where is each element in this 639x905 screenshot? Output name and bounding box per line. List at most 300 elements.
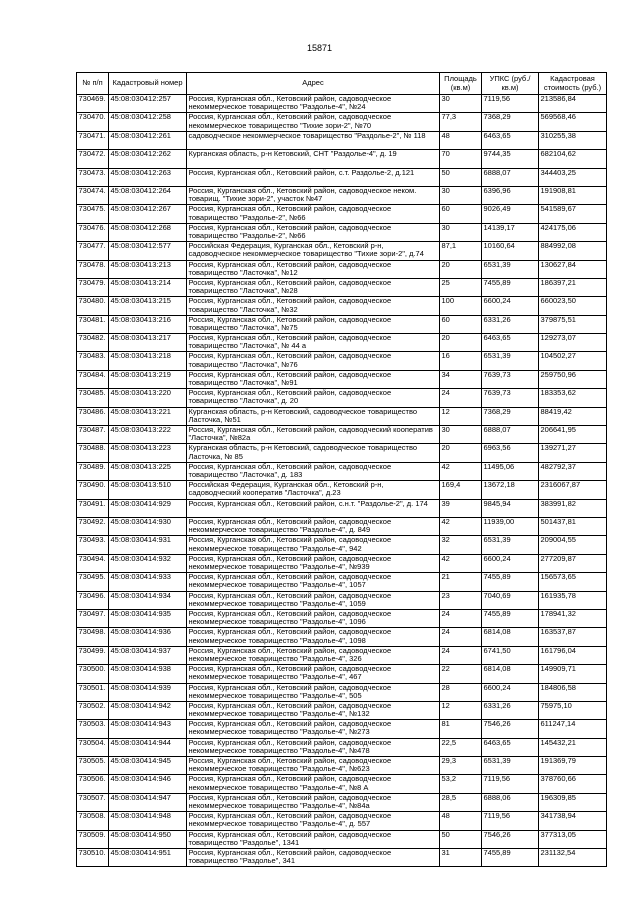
cell-cadastral-number: 45:08:030414:943	[109, 720, 187, 738]
table-row	[77, 683, 607, 701]
cell-address: Курганская область, р-н Кетовский, СНТ "Раздолье-4", д. 19	[187, 150, 440, 168]
cell-cadastral-cost: 611247,14	[539, 720, 607, 738]
cell-row-number: 730498.	[77, 628, 109, 646]
cell-cadastral-number: 45:08:030414:942	[109, 701, 187, 719]
cell-address: Россия, Курганская обл., Кетовский район, садоводческое некоммерческое товарищество "Раздолье-4", №939	[187, 554, 440, 572]
cell-area: 21	[440, 573, 482, 591]
cell-upks: 6531,39	[482, 757, 539, 775]
table-row	[77, 775, 607, 793]
cell-area: 30	[440, 95, 482, 113]
cell-address: Россия, Курганская обл., Кетовский район, садоводческое товарищество "Раздолье-2", №66	[187, 205, 440, 223]
table-row	[77, 242, 607, 260]
cell-area: 34	[440, 370, 482, 388]
cell-cadastral-number: 45:08:030412:261	[109, 131, 187, 149]
cell-address: Россия, Курганская обл., Кетовский район, садоводческое товарищество "Ласточка", д. 183	[187, 462, 440, 480]
cell-upks: 6463,65	[482, 738, 539, 756]
cell-cadastral-cost: 378760,66	[539, 775, 607, 793]
cell-address: Россия, Курганская обл., Кетовский район, садоводческое некоммерческое товарищество "Раздолье-4", №132	[187, 701, 440, 719]
cell-cadastral-cost: 482792,37	[539, 462, 607, 480]
cell-row-number: 730479.	[77, 278, 109, 296]
cadastral-value-table	[76, 72, 607, 867]
cell-address: Россия, Курганская обл., Кетовский район, с.н.т. "Раздолье-2", д. 174	[187, 499, 440, 517]
cell-upks: 7639,73	[482, 389, 539, 407]
table-row	[77, 168, 607, 186]
cell-area: 30	[440, 426, 482, 444]
cell-cadastral-cost: 75975,10	[539, 701, 607, 719]
cell-address: Россия, Курганская обл., Кетовский район, садоводческое некоммерческое товарищество "Раздолье-4", №623	[187, 757, 440, 775]
cell-address: Россия, Курганская обл., Кетовский район, садоводческое некоммерческое товарищество "Раздолье-4", 467	[187, 665, 440, 683]
cell-upks: 7119,56	[482, 812, 539, 830]
cell-cadastral-number: 45:08:030414:948	[109, 812, 187, 830]
cell-address: Россия, Курганская обл., Кетовский район, садоводческое некоммерческое товарищество "Раздолье-4", 505	[187, 683, 440, 701]
cell-cadastral-number: 45:08:030414:950	[109, 830, 187, 848]
cell-upks: 14139,17	[482, 223, 539, 241]
cell-area: 22,5	[440, 738, 482, 756]
cell-upks: 7639,73	[482, 370, 539, 388]
cell-upks: 6814,08	[482, 665, 539, 683]
cell-address: Курганская область, р-н Кетовский, садоводческое товарищество Ласточка, №51	[187, 407, 440, 425]
cell-cadastral-cost: 341738,94	[539, 812, 607, 830]
cell-address: Россия, Курганская обл., Кетовский район, садоводческое некоммерческое товарищество "Раздолье-4", №24	[187, 95, 440, 113]
cell-cadastral-number: 45:08:030412:257	[109, 95, 187, 113]
cell-cadastral-number: 45:08:030414:935	[109, 609, 187, 627]
cell-address: Россия, Курганская обл., Кетовский район, садоводческое некоммерческое товарищество "Раздолье-4", №478	[187, 738, 440, 756]
cell-row-number: 730472.	[77, 150, 109, 168]
cell-upks: 7368,29	[482, 407, 539, 425]
cell-upks: 9845,94	[482, 499, 539, 517]
cell-cadastral-cost: 161796,04	[539, 646, 607, 664]
table-row	[77, 426, 607, 444]
cell-cadastral-cost: 104502,27	[539, 352, 607, 370]
cell-area: 29,3	[440, 757, 482, 775]
cell-row-number: 730483.	[77, 352, 109, 370]
table-row	[77, 830, 607, 848]
cell-area: 32	[440, 536, 482, 554]
cell-area: 60	[440, 315, 482, 333]
cell-cadastral-cost: 569568,46	[539, 113, 607, 131]
cell-cadastral-cost: 541589,67	[539, 205, 607, 223]
cell-cadastral-cost: 206641,95	[539, 426, 607, 444]
cell-cadastral-cost: 209004,55	[539, 536, 607, 554]
table-row	[77, 205, 607, 223]
table-body	[77, 95, 607, 867]
cell-row-number: 730508.	[77, 812, 109, 830]
cell-row-number: 730505.	[77, 757, 109, 775]
cell-cadastral-number: 45:08:030412:264	[109, 186, 187, 204]
table-row	[77, 481, 607, 499]
cell-row-number: 730480.	[77, 297, 109, 315]
cell-area: 169,4	[440, 481, 482, 499]
cell-address: Россия, Курганская обл., Кетовский район, садоводческое товарищество "Ласточка", № 44 а	[187, 334, 440, 352]
table-row	[77, 334, 607, 352]
cell-upks: 9026,49	[482, 205, 539, 223]
column-header-address: Адрес	[187, 73, 440, 95]
column-header-num: № п/п	[77, 73, 109, 95]
cell-area: 77,3	[440, 113, 482, 131]
cell-upks: 10160,64	[482, 242, 539, 260]
cell-row-number: 730502.	[77, 701, 109, 719]
cell-address: Россия, Курганская обл., Кетовский район, садоводческое некоммерческое товарищество "Раздолье-4", д. 557	[187, 812, 440, 830]
cell-cadastral-number: 45:08:030414:930	[109, 517, 187, 535]
cell-cadastral-number: 45:08:030414:951	[109, 849, 187, 867]
cell-upks: 6463,65	[482, 131, 539, 149]
cell-row-number: 730491.	[77, 499, 109, 517]
cell-area: 81	[440, 720, 482, 738]
cell-cadastral-cost: 163537,87	[539, 628, 607, 646]
cell-cadastral-cost: 196309,85	[539, 793, 607, 811]
cell-address: Россия, Курганская обл., Кетовский район, садоводческое некоммерческое товарищество "Раздолье-4", №273	[187, 720, 440, 738]
cell-area: 28	[440, 683, 482, 701]
cell-row-number: 730471.	[77, 131, 109, 149]
table-row	[77, 573, 607, 591]
table-row	[77, 720, 607, 738]
cell-cadastral-number: 45:08:030414:932	[109, 554, 187, 572]
table-row	[77, 499, 607, 517]
cell-row-number: 730473.	[77, 168, 109, 186]
cell-area: 30	[440, 186, 482, 204]
cell-area: 70	[440, 150, 482, 168]
table-row	[77, 536, 607, 554]
cell-cadastral-cost: 424175,06	[539, 223, 607, 241]
cell-area: 16	[440, 352, 482, 370]
cell-upks: 6396,96	[482, 186, 539, 204]
cell-upks: 6888,07	[482, 426, 539, 444]
cell-cadastral-cost: 186397,21	[539, 278, 607, 296]
table-row	[77, 186, 607, 204]
cell-area: 31	[440, 849, 482, 867]
cell-cadastral-cost: 191369,79	[539, 757, 607, 775]
cell-row-number: 730510.	[77, 849, 109, 867]
cell-row-number: 730474.	[77, 186, 109, 204]
table-row	[77, 278, 607, 296]
cell-address: Россия, Курганская обл., Кетовский район, садоводческое товарищество "Раздолье", 341	[187, 849, 440, 867]
cell-upks: 7040,69	[482, 591, 539, 609]
cell-cadastral-number: 45:08:030414:947	[109, 793, 187, 811]
cell-upks: 13672,18	[482, 481, 539, 499]
cell-cadastral-cost: 161935,78	[539, 591, 607, 609]
cell-address: Россия, Курганская обл., Кетовский район, садоводческое некоммерческое товарищество "Раздолье-4", 1096	[187, 609, 440, 627]
table-row	[77, 260, 607, 278]
cell-cadastral-cost: 377313,05	[539, 830, 607, 848]
table-row	[77, 352, 607, 370]
table-row	[77, 315, 607, 333]
cell-cadastral-number: 45:08:030412:268	[109, 223, 187, 241]
cell-address: Россия, Курганская обл., Кетовский район, садоводческое товарищество "Ласточка", №32	[187, 297, 440, 315]
table-row	[77, 389, 607, 407]
cell-area: 87,1	[440, 242, 482, 260]
cell-cadastral-cost: 383991,82	[539, 499, 607, 517]
cell-cadastral-cost: 139271,27	[539, 444, 607, 462]
cell-cadastral-number: 45:08:030414:934	[109, 591, 187, 609]
cell-cadastral-number: 45:08:030414:933	[109, 573, 187, 591]
cell-upks: 7546,26	[482, 720, 539, 738]
cell-area: 24	[440, 646, 482, 664]
cell-cadastral-number: 45:08:030413:213	[109, 260, 187, 278]
cell-area: 23	[440, 591, 482, 609]
table-row	[77, 223, 607, 241]
cell-cadastral-cost: 184806,58	[539, 683, 607, 701]
cell-area: 42	[440, 462, 482, 480]
cell-area: 42	[440, 517, 482, 535]
cell-upks: 7368,29	[482, 113, 539, 131]
cell-cadastral-number: 45:08:030413:217	[109, 334, 187, 352]
cell-row-number: 730503.	[77, 720, 109, 738]
cell-area: 24	[440, 628, 482, 646]
cell-address: садоводческое некоммерческое товарищество "Раздолье-2", № 118	[187, 131, 440, 149]
cell-upks: 6600,24	[482, 554, 539, 572]
table-row	[77, 738, 607, 756]
cell-cadastral-cost: 149909,71	[539, 665, 607, 683]
table-row	[77, 554, 607, 572]
cell-cadastral-number: 45:08:030412:577	[109, 242, 187, 260]
cell-area: 28,5	[440, 793, 482, 811]
table-row	[77, 701, 607, 719]
cell-address: Россия, Курганская обл., Кетовский район, садоводческое некоммерческое товарищество "Раздолье-4", №84а	[187, 793, 440, 811]
cell-cadastral-number: 45:08:030414:945	[109, 757, 187, 775]
table-row	[77, 628, 607, 646]
cell-upks: 7455,89	[482, 573, 539, 591]
cell-cadastral-number: 45:08:030414:937	[109, 646, 187, 664]
cell-cadastral-number: 45:08:030414:938	[109, 665, 187, 683]
cell-address: Россия, Курганская обл., Кетовский район, садоводческое товарищество "Ласточка", №75	[187, 315, 440, 333]
cell-cadastral-number: 45:08:030413:219	[109, 370, 187, 388]
cell-cadastral-cost: 344403,25	[539, 168, 607, 186]
cell-row-number: 730481.	[77, 315, 109, 333]
cell-address: Россия, Курганская обл., Кетовский район, с.т. Раздолье-2, д.121	[187, 168, 440, 186]
cell-cadastral-cost: 2316067,87	[539, 481, 607, 499]
cell-row-number: 730506.	[77, 775, 109, 793]
cell-row-number: 730490.	[77, 481, 109, 499]
cell-area: 100	[440, 297, 482, 315]
table-row	[77, 849, 607, 867]
cell-upks: 6814,08	[482, 628, 539, 646]
cell-address: Российская Федерация, Курганская обл., Кетовский р-н, садоводческое некоммерческое товарищество "Тихие зори-2", д.74	[187, 242, 440, 260]
cell-area: 22	[440, 665, 482, 683]
cell-cadastral-number: 45:08:030413:225	[109, 462, 187, 480]
cell-cadastral-cost: 145432,21	[539, 738, 607, 756]
cell-address: Россия, Курганская обл., Кетовский район, садоводческое некоммерческое товарищество "Раздолье-4", 326	[187, 646, 440, 664]
cell-row-number: 730497.	[77, 609, 109, 627]
cell-area: 50	[440, 830, 482, 848]
cell-area: 12	[440, 701, 482, 719]
table-row	[77, 757, 607, 775]
cell-row-number: 730489.	[77, 462, 109, 480]
table-row	[77, 370, 607, 388]
cell-cadastral-cost: 88419,42	[539, 407, 607, 425]
cell-row-number: 730487.	[77, 426, 109, 444]
cell-row-number: 730504.	[77, 738, 109, 756]
cell-address: Россия, Курганская обл., Кетовский район, садоводческое некоммерческое товарищество "Раздолье-4", 1057	[187, 573, 440, 591]
cell-cadastral-number: 45:08:030412:258	[109, 113, 187, 131]
cell-row-number: 730493.	[77, 536, 109, 554]
cell-cadastral-cost: 379875,51	[539, 315, 607, 333]
cell-cadastral-cost: 191908,81	[539, 186, 607, 204]
table-header-row	[77, 73, 607, 95]
column-header-area: Площадь (кв.м)	[440, 73, 482, 95]
cell-cadastral-cost: 660023,50	[539, 297, 607, 315]
cell-area: 48	[440, 812, 482, 830]
cell-row-number: 730495.	[77, 573, 109, 591]
cell-upks: 6331,26	[482, 701, 539, 719]
cell-upks: 6531,39	[482, 352, 539, 370]
cell-address: Россия, Курганская обл., Кетовский район, садоводческое товарищество "Ласточка", д. 20	[187, 389, 440, 407]
cell-area: 39	[440, 499, 482, 517]
cell-address: Россия, Курганская обл., Кетовский район, садоводческое товарищество "Ласточка", №28	[187, 278, 440, 296]
cell-upks: 9744,35	[482, 150, 539, 168]
cell-upks: 6531,39	[482, 536, 539, 554]
cell-area: 12	[440, 407, 482, 425]
cell-upks: 7455,89	[482, 849, 539, 867]
cell-area: 30	[440, 223, 482, 241]
cell-cadastral-cost: 178941,32	[539, 609, 607, 627]
cell-upks: 11495,06	[482, 462, 539, 480]
cell-row-number: 730475.	[77, 205, 109, 223]
cell-upks: 6888,06	[482, 793, 539, 811]
cell-cadastral-cost: 130627,84	[539, 260, 607, 278]
cell-row-number: 730484.	[77, 370, 109, 388]
cell-upks: 7455,89	[482, 609, 539, 627]
cell-cadastral-number: 45:08:030413:214	[109, 278, 187, 296]
table-row	[77, 665, 607, 683]
table-row	[77, 646, 607, 664]
cell-address: Россия, Курганская обл., Кетовский район, садоводческое некоммерческое товарищество "Раздолье-4", 942	[187, 536, 440, 554]
table-row	[77, 297, 607, 315]
cell-row-number: 730469.	[77, 95, 109, 113]
table-row	[77, 591, 607, 609]
cell-row-number: 730478.	[77, 260, 109, 278]
cell-address: Россия, Курганская обл., Кетовский район, садоводческое некоммерческое товарищество "Тихие зори-2", №70	[187, 113, 440, 131]
cell-cadastral-number: 45:08:030412:262	[109, 150, 187, 168]
cell-cadastral-number: 45:08:030413:221	[109, 407, 187, 425]
cell-row-number: 730494.	[77, 554, 109, 572]
table-row	[77, 150, 607, 168]
page-number: 15871	[306, 43, 333, 53]
cell-address: Россия, Курганская обл., Кетовский район, садоводческое некоммерческое товарищество "Раздолье-4", 1098	[187, 628, 440, 646]
cell-address: Россия, Курганская обл., Кетовский район, садоводческое товарищество "Ласточка", №12	[187, 260, 440, 278]
cell-row-number: 730476.	[77, 223, 109, 241]
cell-cadastral-cost: 884992,08	[539, 242, 607, 260]
cell-cadastral-cost: 156573,65	[539, 573, 607, 591]
table-row	[77, 812, 607, 830]
cell-upks: 6600,24	[482, 297, 539, 315]
cell-upks: 6331,26	[482, 315, 539, 333]
cell-row-number: 730488.	[77, 444, 109, 462]
column-header-cost: Кадастровая стоимость (руб.)	[539, 73, 607, 95]
cell-row-number: 730485.	[77, 389, 109, 407]
cell-cadastral-number: 45:08:030414:946	[109, 775, 187, 793]
cell-upks: 6600,24	[482, 683, 539, 701]
cell-address: Россия, Курганская обл., Кетовский район, садоводческий кооператив "Ласточка", №82а	[187, 426, 440, 444]
cell-cadastral-cost: 259750,96	[539, 370, 607, 388]
cell-address: Россия, Курганская обл., Кетовский район, садоводческое товарищество "Ласточка", №91	[187, 370, 440, 388]
table-row	[77, 407, 607, 425]
cell-row-number: 730501.	[77, 683, 109, 701]
cell-address: Россия, Курганская обл., Кетовский район, садоводческое товарищество "Раздолье-2", №66	[187, 223, 440, 241]
cell-cadastral-number: 45:08:030413:220	[109, 389, 187, 407]
cell-cadastral-number: 45:08:030413:222	[109, 426, 187, 444]
cell-address: Россия, Курганская обл., Кетовский район, садоводческое товарищество "Ласточка", №76	[187, 352, 440, 370]
cell-cadastral-number: 45:08:030413:216	[109, 315, 187, 333]
cell-cadastral-cost: 231132,54	[539, 849, 607, 867]
cell-address: Россия, Курганская обл., Кетовский район, садоводческое неком. товарищ. "Тихие зори-2", участок №47	[187, 186, 440, 204]
cell-upks: 6888,07	[482, 168, 539, 186]
table-row	[77, 444, 607, 462]
cell-cadastral-number: 45:08:030414:944	[109, 738, 187, 756]
table-row	[77, 609, 607, 627]
cell-upks: 7546,26	[482, 830, 539, 848]
table-row	[77, 462, 607, 480]
column-header-upks: УПКС (руб./кв.м)	[482, 73, 539, 95]
cell-address: Россия, Курганская обл., Кетовский район, садоводческое некоммерческое товарищество "Раздолье-4", №8 А	[187, 775, 440, 793]
cell-area: 20	[440, 260, 482, 278]
cell-cadastral-number: 45:08:030414:939	[109, 683, 187, 701]
table-row	[77, 113, 607, 131]
cell-cadastral-number: 45:08:030412:267	[109, 205, 187, 223]
table-row	[77, 95, 607, 113]
cell-cadastral-number: 45:08:030414:929	[109, 499, 187, 517]
cell-row-number: 730509.	[77, 830, 109, 848]
cell-cadastral-cost: 277209,87	[539, 554, 607, 572]
cell-cadastral-cost: 310255,38	[539, 131, 607, 149]
cell-cadastral-number: 45:08:030413:218	[109, 352, 187, 370]
table-row	[77, 517, 607, 535]
cell-address: Российская Федерация, Курганская обл., Кетовский р-н, садоводческий кооператив "Ласточка", д.23	[187, 481, 440, 499]
cell-row-number: 730496.	[77, 591, 109, 609]
cell-cadastral-number: 45:08:030412:263	[109, 168, 187, 186]
cell-area: 42	[440, 554, 482, 572]
cell-upks: 6531,39	[482, 260, 539, 278]
cell-address: Курганская область, р-н Кетовский, садоводческое товарищество Ласточка, № 85	[187, 444, 440, 462]
cell-upks: 7119,56	[482, 775, 539, 793]
cell-cadastral-number: 45:08:030414:931	[109, 536, 187, 554]
cell-address: Россия, Курганская обл., Кетовский район, садоводческое некоммерческое товарищество "Раздолье-4", 1059	[187, 591, 440, 609]
cell-row-number: 730499.	[77, 646, 109, 664]
cell-cadastral-number: 45:08:030413:510	[109, 481, 187, 499]
cell-cadastral-cost: 213586,84	[539, 95, 607, 113]
cell-upks: 6463,65	[482, 334, 539, 352]
cell-area: 20	[440, 444, 482, 462]
cell-cadastral-number: 45:08:030413:215	[109, 297, 187, 315]
table-row	[77, 793, 607, 811]
cell-upks: 7455,89	[482, 278, 539, 296]
cell-cadastral-cost: 183353,62	[539, 389, 607, 407]
cell-cadastral-number: 45:08:030414:936	[109, 628, 187, 646]
cell-cadastral-cost: 682104,62	[539, 150, 607, 168]
cell-area: 48	[440, 131, 482, 149]
cell-row-number: 730470.	[77, 113, 109, 131]
column-header-cadastral: Кадастровый номер	[109, 73, 187, 95]
cell-upks: 6963,56	[482, 444, 539, 462]
cell-area: 24	[440, 389, 482, 407]
cell-row-number: 730492.	[77, 517, 109, 535]
cell-area: 24	[440, 609, 482, 627]
cell-area: 50	[440, 168, 482, 186]
cell-row-number: 730486.	[77, 407, 109, 425]
cell-area: 20	[440, 334, 482, 352]
cell-row-number: 730477.	[77, 242, 109, 260]
cell-area: 25	[440, 278, 482, 296]
cell-address: Россия, Курганская обл., Кетовский район, садоводческое товарищество "Раздолье", 1341	[187, 830, 440, 848]
cell-row-number: 730500.	[77, 665, 109, 683]
cell-area: 60	[440, 205, 482, 223]
cell-cadastral-cost: 501437,81	[539, 517, 607, 535]
cell-cadastral-number: 45:08:030413:223	[109, 444, 187, 462]
cell-address: Россия, Курганская обл., Кетовский район, садоводческое некоммерческое товарищество "Раздолье-4", д. 849	[187, 517, 440, 535]
table-row	[77, 131, 607, 149]
cell-upks: 11939,00	[482, 517, 539, 535]
cell-row-number: 730507.	[77, 793, 109, 811]
cell-upks: 7119,56	[482, 95, 539, 113]
